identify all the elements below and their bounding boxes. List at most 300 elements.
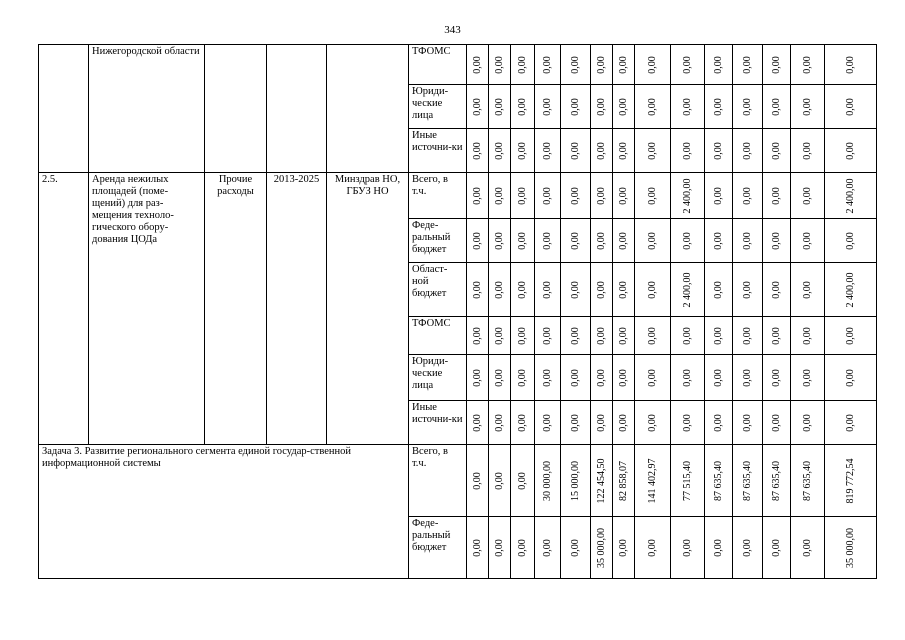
value-cell xyxy=(733,317,763,355)
value-cell xyxy=(733,45,763,85)
value-text: 0,00 xyxy=(801,538,813,557)
value-text: 0,00 xyxy=(646,97,658,116)
value-cell xyxy=(733,355,763,401)
value-cell xyxy=(613,445,635,517)
value-cell xyxy=(733,263,763,317)
executor: Минздрав НО, ГБУЗ НО xyxy=(327,173,409,445)
value-text: 0,00 xyxy=(569,538,581,557)
value-text: 0,00 xyxy=(569,231,581,250)
value-text: 0,00 xyxy=(493,55,505,74)
value-text: 0,00 xyxy=(646,231,658,250)
value-cell xyxy=(591,219,613,263)
value-text: 0,00 xyxy=(801,231,813,250)
value-cell xyxy=(561,401,591,445)
funding-source: ТФОМС xyxy=(409,317,467,355)
value-cell xyxy=(561,445,591,517)
value-text: 0,00 xyxy=(646,186,658,205)
value-text: 2 400,00 xyxy=(681,178,693,213)
value-cell xyxy=(467,355,489,401)
value-text: 0,00 xyxy=(681,326,693,345)
value-cell xyxy=(561,173,591,219)
value-cell xyxy=(511,517,535,579)
value-cell xyxy=(791,445,825,517)
value-text: 15 000,00 xyxy=(569,460,581,501)
value-cell xyxy=(591,355,613,401)
value-cell xyxy=(591,173,613,219)
value-cell xyxy=(561,85,591,129)
table-row xyxy=(39,45,877,85)
value-text: 0,00 xyxy=(646,413,658,432)
value-cell xyxy=(561,355,591,401)
value-cell xyxy=(791,129,825,173)
value-cell xyxy=(763,317,791,355)
value-text: 0,00 xyxy=(712,141,724,160)
value-text: 0,00 xyxy=(617,186,629,205)
value-cell xyxy=(705,219,733,263)
value-cell xyxy=(733,219,763,263)
value-text: 0,00 xyxy=(493,326,505,345)
value-text: 0,00 xyxy=(712,55,724,74)
value-cell xyxy=(635,173,671,219)
value-text: 0,00 xyxy=(617,280,629,299)
value-text: 2 400,00 xyxy=(681,272,693,307)
value-text: 0,00 xyxy=(595,231,607,250)
row-number xyxy=(39,45,89,173)
row-number: 2.5. xyxy=(39,173,89,445)
value-cell xyxy=(671,355,705,401)
value-cell xyxy=(671,129,705,173)
value-text: 0,00 xyxy=(595,186,607,205)
value-cell xyxy=(613,45,635,85)
value-text: 0,00 xyxy=(770,280,782,299)
value-text: 2 400,00 xyxy=(844,178,856,213)
value-text: 0,00 xyxy=(516,141,528,160)
value-text: 0,00 xyxy=(595,141,607,160)
value-text: 0,00 xyxy=(471,413,483,432)
value-cell xyxy=(561,517,591,579)
value-text: 0,00 xyxy=(541,413,553,432)
value-cell xyxy=(591,129,613,173)
value-cell xyxy=(511,219,535,263)
value-cell xyxy=(535,401,561,445)
funding-source: Феде-ральный бюджет xyxy=(409,517,467,579)
value-text: 0,00 xyxy=(493,141,505,160)
value-cell xyxy=(825,129,877,173)
value-cell xyxy=(763,355,791,401)
value-cell xyxy=(733,445,763,517)
value-cell xyxy=(489,129,511,173)
value-text: 0,00 xyxy=(516,538,528,557)
value-text: 0,00 xyxy=(569,55,581,74)
value-text: 0,00 xyxy=(741,538,753,557)
value-cell xyxy=(763,173,791,219)
value-cell xyxy=(763,129,791,173)
value-text: 0,00 xyxy=(681,413,693,432)
value-cell xyxy=(511,45,535,85)
value-cell xyxy=(467,219,489,263)
value-text: 0,00 xyxy=(595,326,607,345)
value-cell xyxy=(535,173,561,219)
value-text: 0,00 xyxy=(617,413,629,432)
value-cell xyxy=(763,219,791,263)
funding-source: Всего, в т.ч. xyxy=(409,445,467,517)
value-text: 0,00 xyxy=(595,413,607,432)
value-text: 0,00 xyxy=(541,231,553,250)
value-text: 0,00 xyxy=(516,280,528,299)
value-text: 0,00 xyxy=(681,538,693,557)
value-text: 0,00 xyxy=(516,326,528,345)
value-cell xyxy=(791,219,825,263)
row-description: Нижегородской области xyxy=(89,45,205,173)
value-text: 0,00 xyxy=(541,97,553,116)
value-text: 0,00 xyxy=(770,141,782,160)
value-text: 0,00 xyxy=(844,413,856,432)
value-text: 0,00 xyxy=(471,141,483,160)
value-cell xyxy=(733,129,763,173)
value-text: 0,00 xyxy=(471,280,483,299)
value-cell xyxy=(591,317,613,355)
value-cell xyxy=(535,129,561,173)
value-cell xyxy=(489,355,511,401)
value-text: 0,00 xyxy=(617,326,629,345)
value-cell xyxy=(511,263,535,317)
value-text: 0,00 xyxy=(741,326,753,345)
value-cell xyxy=(635,355,671,401)
value-text: 0,00 xyxy=(617,141,629,160)
value-cell xyxy=(671,445,705,517)
value-cell xyxy=(791,517,825,579)
value-cell xyxy=(671,173,705,219)
value-cell xyxy=(705,263,733,317)
value-cell xyxy=(613,517,635,579)
value-cell xyxy=(613,317,635,355)
value-cell xyxy=(635,317,671,355)
value-cell xyxy=(535,317,561,355)
value-text: 0,00 xyxy=(471,538,483,557)
value-text: 0,00 xyxy=(646,280,658,299)
value-text: 0,00 xyxy=(541,368,553,387)
value-text: 0,00 xyxy=(844,231,856,250)
row-description: Аренда нежилых площадей (поме-щений) для раз-мещения техноло-гического обору-дования ЦОДа xyxy=(89,173,205,445)
value-cell xyxy=(763,445,791,517)
value-cell xyxy=(705,173,733,219)
value-cell xyxy=(671,317,705,355)
value-text: 0,00 xyxy=(801,97,813,116)
value-cell xyxy=(489,263,511,317)
value-text: 0,00 xyxy=(617,538,629,557)
value-cell xyxy=(467,85,489,129)
value-text: 0,00 xyxy=(516,471,528,490)
value-text: 0,00 xyxy=(741,413,753,432)
value-cell xyxy=(535,85,561,129)
value-text: 0,00 xyxy=(712,538,724,557)
value-cell xyxy=(705,517,733,579)
value-cell xyxy=(489,445,511,517)
value-text: 87 635,40 xyxy=(801,460,813,501)
value-cell xyxy=(825,45,877,85)
value-text: 0,00 xyxy=(493,186,505,205)
budget-table xyxy=(38,44,877,579)
value-text: 0,00 xyxy=(541,326,553,345)
value-cell xyxy=(705,445,733,517)
value-cell xyxy=(591,263,613,317)
value-cell xyxy=(825,263,877,317)
value-text: 77 515,40 xyxy=(681,460,693,501)
value-cell xyxy=(763,517,791,579)
value-text: 0,00 xyxy=(770,231,782,250)
value-text: 82 858,07 xyxy=(617,460,629,501)
value-text: 0,00 xyxy=(516,55,528,74)
value-cell xyxy=(489,317,511,355)
value-text: 0,00 xyxy=(471,186,483,205)
value-cell xyxy=(705,401,733,445)
executor xyxy=(327,45,409,173)
value-text: 0,00 xyxy=(471,368,483,387)
value-cell xyxy=(467,317,489,355)
value-cell xyxy=(705,355,733,401)
value-cell xyxy=(535,219,561,263)
value-text: 0,00 xyxy=(541,538,553,557)
value-text: 0,00 xyxy=(569,186,581,205)
value-text: 0,00 xyxy=(595,55,607,74)
value-cell xyxy=(635,401,671,445)
value-text: 0,00 xyxy=(595,97,607,116)
value-text: 0,00 xyxy=(844,141,856,160)
value-text: 0,00 xyxy=(681,55,693,74)
value-text: 30 000,00 xyxy=(541,460,553,501)
value-text: 0,00 xyxy=(471,55,483,74)
value-cell xyxy=(791,317,825,355)
value-text: 0,00 xyxy=(712,231,724,250)
value-cell xyxy=(825,173,877,219)
value-cell xyxy=(763,45,791,85)
value-cell xyxy=(613,219,635,263)
funding-source: ТФОМС xyxy=(409,45,467,85)
value-cell xyxy=(467,445,489,517)
value-text: 0,00 xyxy=(617,55,629,74)
value-text: 0,00 xyxy=(681,141,693,160)
value-cell xyxy=(467,45,489,85)
value-text: 0,00 xyxy=(801,413,813,432)
value-text: 0,00 xyxy=(541,280,553,299)
value-text: 0,00 xyxy=(801,186,813,205)
value-text: 0,00 xyxy=(493,368,505,387)
value-cell xyxy=(705,85,733,129)
value-text: 0,00 xyxy=(741,231,753,250)
value-cell xyxy=(561,317,591,355)
funding-source: Юриди-ческие лица xyxy=(409,355,467,401)
value-cell xyxy=(467,173,489,219)
value-cell xyxy=(635,85,671,129)
value-text: 0,00 xyxy=(712,97,724,116)
value-cell xyxy=(705,129,733,173)
value-text: 0,00 xyxy=(646,141,658,160)
period: 2013-2025 xyxy=(267,173,327,445)
value-cell xyxy=(467,517,489,579)
value-text: 0,00 xyxy=(595,280,607,299)
value-text: 0,00 xyxy=(646,326,658,345)
table-row xyxy=(39,445,877,517)
value-text: 0,00 xyxy=(493,471,505,490)
value-cell xyxy=(791,355,825,401)
value-cell xyxy=(591,445,613,517)
value-text: 0,00 xyxy=(493,97,505,116)
value-text: 0,00 xyxy=(493,538,505,557)
value-cell xyxy=(535,445,561,517)
value-text: 0,00 xyxy=(844,326,856,345)
value-text: 0,00 xyxy=(741,186,753,205)
value-text: 141 402,97 xyxy=(646,458,658,503)
value-text: 0,00 xyxy=(801,141,813,160)
value-cell xyxy=(535,517,561,579)
value-text: 0,00 xyxy=(741,97,753,116)
value-cell xyxy=(511,129,535,173)
value-text: 0,00 xyxy=(569,97,581,116)
value-cell xyxy=(489,219,511,263)
value-text: 87 635,40 xyxy=(770,460,782,501)
value-text: 0,00 xyxy=(516,186,528,205)
value-text: 0,00 xyxy=(493,231,505,250)
value-cell xyxy=(467,129,489,173)
value-text: 0,00 xyxy=(770,368,782,387)
value-text: 0,00 xyxy=(646,368,658,387)
value-text: 0,00 xyxy=(617,368,629,387)
value-text: 87 635,40 xyxy=(712,460,724,501)
value-cell xyxy=(763,401,791,445)
value-cell xyxy=(733,85,763,129)
value-text: 0,00 xyxy=(770,186,782,205)
value-cell xyxy=(511,317,535,355)
value-cell xyxy=(613,173,635,219)
value-text: 0,00 xyxy=(516,231,528,250)
value-text: 0,00 xyxy=(712,280,724,299)
value-cell xyxy=(489,45,511,85)
value-text: 35 000,00 xyxy=(595,527,607,568)
value-cell xyxy=(511,85,535,129)
value-text: 0,00 xyxy=(569,280,581,299)
value-cell xyxy=(613,129,635,173)
value-cell xyxy=(511,445,535,517)
value-text: 0,00 xyxy=(471,326,483,345)
value-cell xyxy=(671,85,705,129)
value-cell xyxy=(591,85,613,129)
value-text: 0,00 xyxy=(471,97,483,116)
value-text: 0,00 xyxy=(801,326,813,345)
value-cell xyxy=(561,219,591,263)
table-row xyxy=(39,173,877,219)
value-cell xyxy=(705,317,733,355)
value-text: 0,00 xyxy=(801,368,813,387)
value-text: 0,00 xyxy=(471,231,483,250)
value-text: 0,00 xyxy=(770,413,782,432)
value-text: 0,00 xyxy=(741,368,753,387)
value-text: 0,00 xyxy=(516,413,528,432)
value-text: 2 400,00 xyxy=(844,272,856,307)
value-text: 819 772,54 xyxy=(844,458,856,503)
value-text: 0,00 xyxy=(569,141,581,160)
value-text: 0,00 xyxy=(801,280,813,299)
value-cell xyxy=(489,401,511,445)
period xyxy=(267,45,327,173)
value-cell xyxy=(489,173,511,219)
value-cell xyxy=(635,45,671,85)
value-cell xyxy=(671,517,705,579)
value-cell xyxy=(825,517,877,579)
funding-source: Иные источни-ки xyxy=(409,401,467,445)
value-cell xyxy=(511,355,535,401)
value-cell xyxy=(561,45,591,85)
page-number: 343 xyxy=(444,24,461,36)
value-cell xyxy=(733,401,763,445)
value-text: 0,00 xyxy=(493,280,505,299)
value-text: 0,00 xyxy=(801,55,813,74)
value-cell xyxy=(671,401,705,445)
value-text: 0,00 xyxy=(569,326,581,345)
value-cell xyxy=(733,173,763,219)
value-text: 35 000,00 xyxy=(844,527,856,568)
value-text: 0,00 xyxy=(770,538,782,557)
value-text: 0,00 xyxy=(541,55,553,74)
value-text: 0,00 xyxy=(617,231,629,250)
value-cell xyxy=(467,401,489,445)
value-cell xyxy=(825,219,877,263)
value-text: 0,00 xyxy=(617,97,629,116)
value-cell xyxy=(825,445,877,517)
value-text: 0,00 xyxy=(646,538,658,557)
value-text: 0,00 xyxy=(741,141,753,160)
value-cell xyxy=(591,401,613,445)
value-cell xyxy=(671,219,705,263)
value-text: 0,00 xyxy=(712,186,724,205)
value-cell xyxy=(467,263,489,317)
value-text: 0,00 xyxy=(770,55,782,74)
value-cell xyxy=(825,355,877,401)
value-text: 0,00 xyxy=(516,97,528,116)
value-text: 0,00 xyxy=(569,413,581,432)
value-cell xyxy=(825,85,877,129)
value-text: 0,00 xyxy=(681,231,693,250)
expense-category: Прочие расходы xyxy=(205,173,267,445)
value-cell xyxy=(791,263,825,317)
value-text: 0,00 xyxy=(770,97,782,116)
value-text: 0,00 xyxy=(471,471,483,490)
value-cell xyxy=(613,355,635,401)
value-text: 0,00 xyxy=(541,141,553,160)
value-cell xyxy=(591,517,613,579)
funding-source: Юриди-ческие лица xyxy=(409,85,467,129)
value-cell xyxy=(535,45,561,85)
value-text: 0,00 xyxy=(844,55,856,74)
value-cell xyxy=(535,355,561,401)
value-text: 0,00 xyxy=(541,186,553,205)
value-text: 0,00 xyxy=(516,368,528,387)
value-text: 0,00 xyxy=(712,413,724,432)
value-text: 0,00 xyxy=(844,368,856,387)
value-cell xyxy=(591,45,613,85)
value-text: 0,00 xyxy=(712,326,724,345)
value-cell xyxy=(635,445,671,517)
funding-source: Иные источни-ки xyxy=(409,129,467,173)
value-cell xyxy=(825,317,877,355)
task-title: Задача 3. Развитие регионального сегмента единой государ-ственной информационной системы xyxy=(39,445,409,579)
value-cell xyxy=(635,517,671,579)
value-text: 0,00 xyxy=(681,97,693,116)
value-text: 122 454,50 xyxy=(595,458,607,503)
value-cell xyxy=(489,85,511,129)
value-text: 0,00 xyxy=(493,413,505,432)
funding-source: Област-ной бюджет xyxy=(409,263,467,317)
value-cell xyxy=(511,401,535,445)
